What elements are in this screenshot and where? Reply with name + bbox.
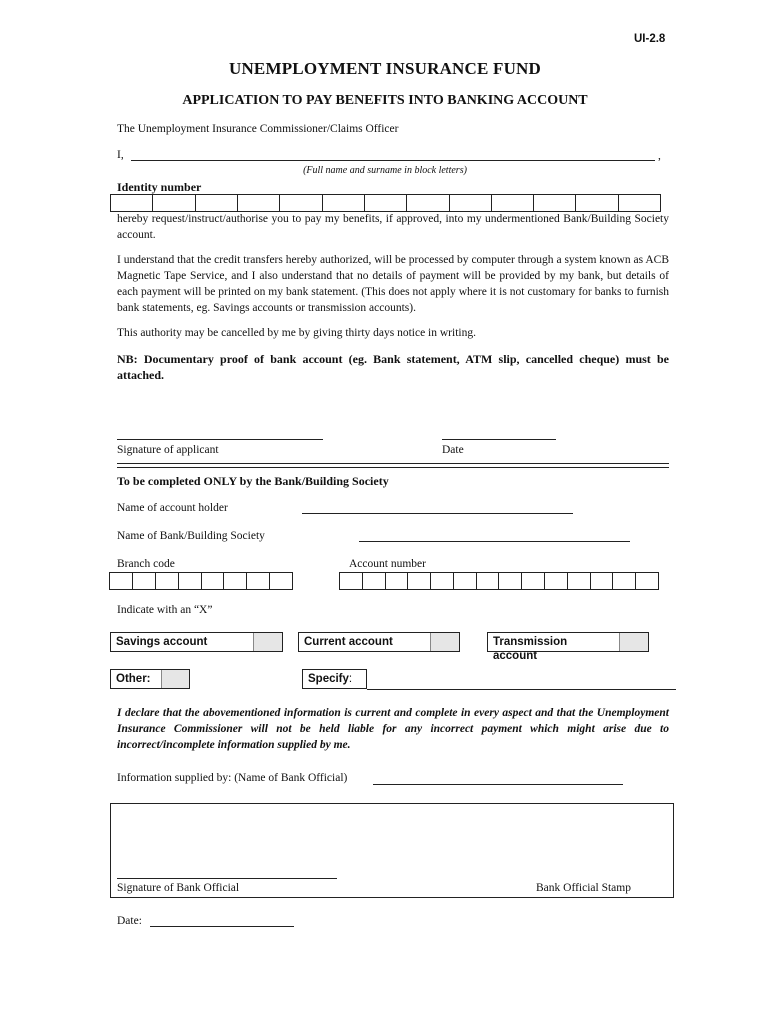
- form-code: UI-2.8: [634, 33, 666, 45]
- other-checkbox[interactable]: [161, 670, 189, 688]
- savings-account-label: Savings account: [116, 636, 208, 648]
- bank-official-signature-label: Signature of Bank Official: [117, 882, 240, 894]
- indicate-label: Indicate with an “X”: [117, 604, 213, 616]
- account-number-grid[interactable]: [339, 572, 659, 590]
- form-title: UNEMPLOYMENT INSURANCE FUND: [228, 59, 542, 78]
- account-holder-label: Name of account holder: [117, 502, 228, 514]
- final-date-label: Date:: [117, 915, 142, 927]
- transmission-account-label: Transmission account: [493, 636, 568, 662]
- bank-name-label: Name of Bank/Building Society: [117, 530, 265, 542]
- account-number-label: Account number: [349, 558, 426, 570]
- specify-field[interactable]: [367, 689, 676, 690]
- current-account-label: Current account: [304, 636, 393, 648]
- name-prefix: I,: [117, 149, 124, 161]
- identity-number-label: Identity number: [117, 180, 202, 194]
- transmission-account-checkbox[interactable]: [619, 633, 648, 651]
- applicant-date-label: Date: [442, 444, 464, 456]
- transmission-account-option: [487, 632, 649, 662]
- form-subtitle: APPLICATION TO PAY BENEFITS INTO BANKING ACCOUNT: [182, 93, 588, 108]
- nb-paragraph: NB: Documentary proof of bank account (eg. Bank statement, ATM slip, cancelled cheque) must be attached.: [117, 352, 669, 382]
- applicant-signature-field[interactable]: [117, 439, 323, 440]
- addressee: The Unemployment Insurance Commissioner/Claims Officer: [117, 123, 399, 135]
- current-account-checkbox[interactable]: [430, 633, 459, 651]
- full-name-field[interactable]: [131, 160, 655, 161]
- name-suffix: ,: [658, 150, 661, 162]
- identity-number-grid[interactable]: [110, 194, 661, 212]
- savings-account-option: [110, 632, 283, 652]
- request-paragraph: hereby request/instruct/authorise you to pay my benefits, if approved, into my undermentioned Bank/Building Society account.: [117, 213, 669, 241]
- final-date-field[interactable]: [150, 926, 294, 927]
- declaration: I declare that the abovementioned information is current and complete in every aspect and that the Unemployment Insurance Commissioner will not be held liable for any incorrect payment which might arise due to incorrect/incomplete information supplied by me.: [117, 707, 669, 751]
- applicant-signature-label: Signature of applicant: [117, 444, 219, 456]
- current-account-option: [298, 632, 460, 652]
- bank-stamp-label: Bank Official Stamp: [536, 882, 631, 894]
- account-holder-field[interactable]: [302, 513, 573, 514]
- branch-code-label: Branch code: [117, 558, 175, 570]
- applicant-date-field[interactable]: [442, 439, 556, 440]
- bank-official-name-field[interactable]: [373, 784, 623, 785]
- bank-official-signature-field[interactable]: [117, 878, 337, 879]
- specify-label: Specify:: [308, 673, 353, 685]
- specify-option: [302, 669, 367, 689]
- section-divider: [117, 462, 669, 470]
- info-supplied-label: Information supplied by: (Name of Bank Official): [117, 772, 348, 784]
- branch-code-grid[interactable]: [109, 572, 293, 590]
- cancel-paragraph: This authority may be cancelled by me by giving thirty days notice in writing.: [117, 327, 476, 339]
- other-label: Other:: [116, 673, 151, 685]
- savings-account-checkbox[interactable]: [253, 633, 282, 651]
- understand-paragraph: I understand that the credit transfers hereby authorized, will be processed by computer through a system known as ACB Magnetic Tape Service, and I also understand that no details of payment will be provided by my bank, but details of each payment will be printed on my bank statement. (This does not apply where it is not customary for banks to furnish bank statements, eg. Savings accounts or transmission accounts).: [117, 254, 669, 314]
- other-option: [110, 669, 190, 689]
- bank-section-title: To be completed ONLY by the Bank/Building Society: [117, 474, 389, 488]
- name-hint: (Full name and surname in block letters): [303, 165, 467, 176]
- bank-name-field[interactable]: [359, 541, 630, 542]
